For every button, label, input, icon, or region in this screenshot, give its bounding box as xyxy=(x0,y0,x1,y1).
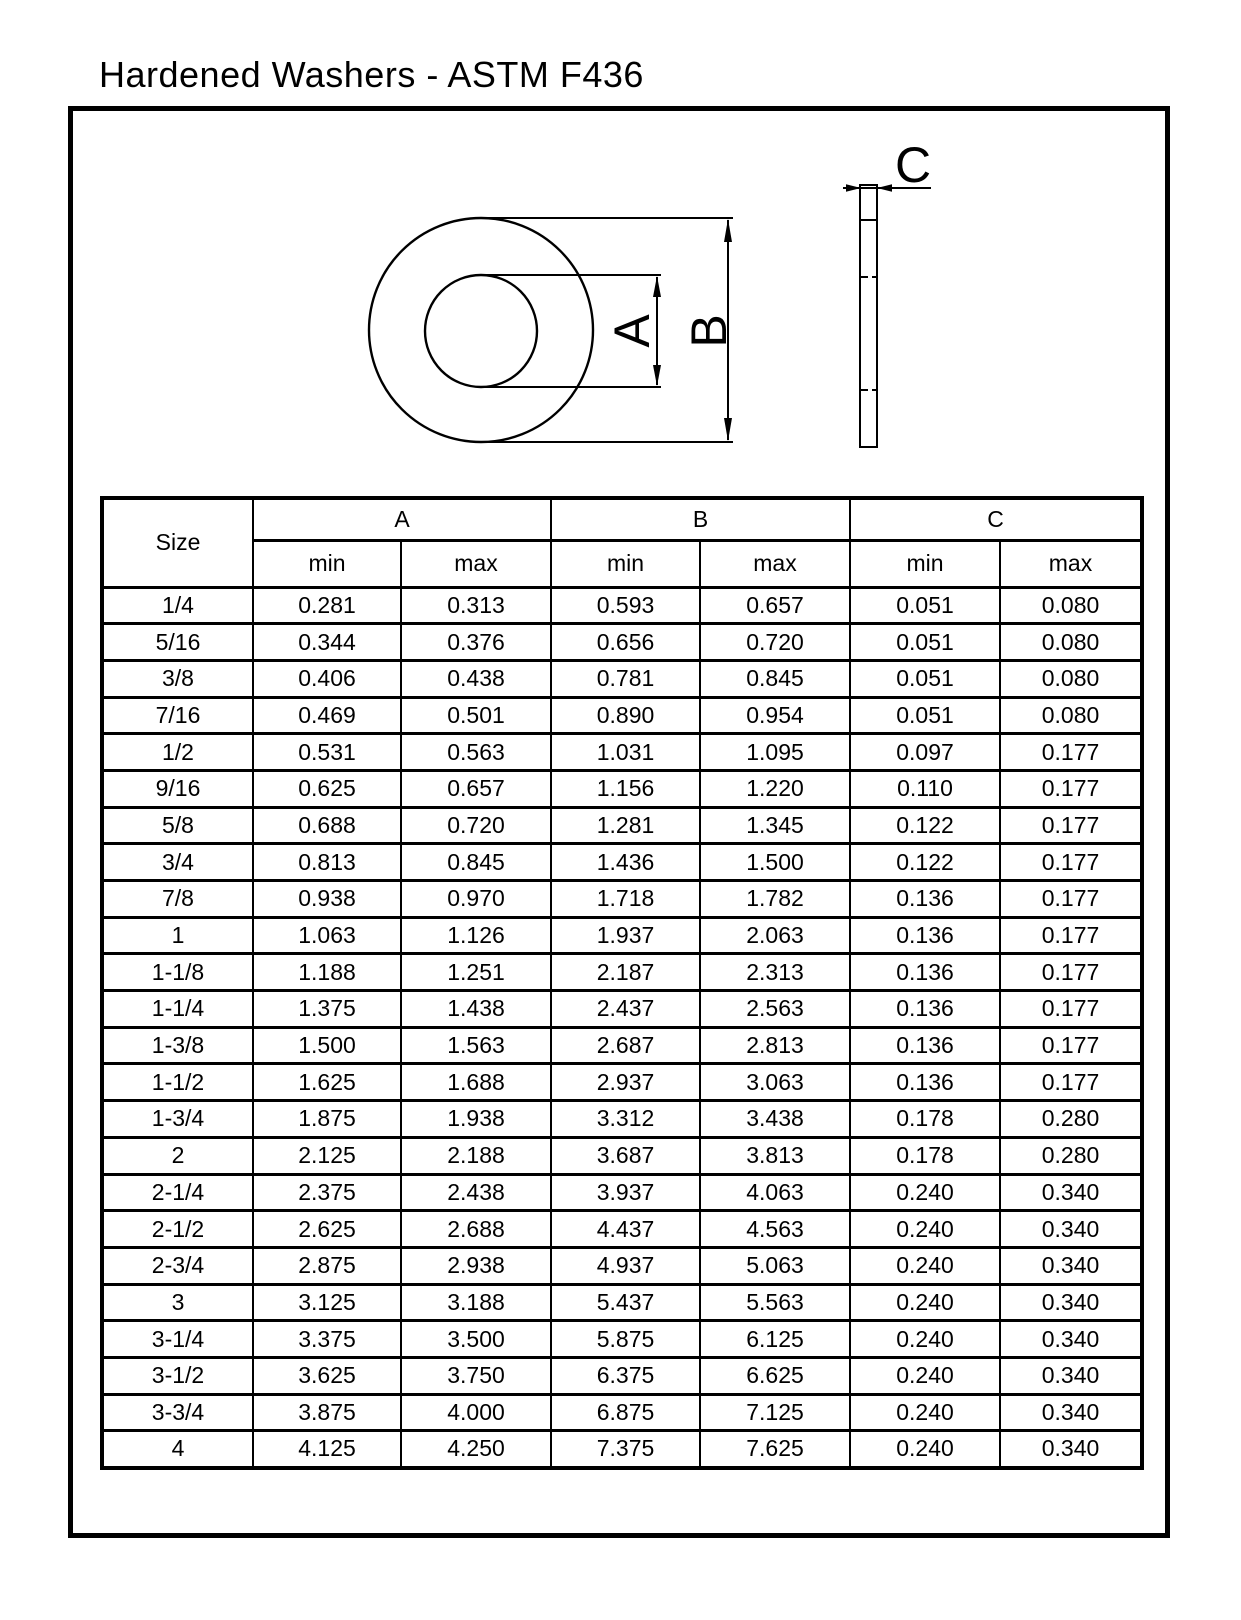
cell-c-min: 0.051 xyxy=(850,697,1000,734)
table-row xyxy=(102,1064,1142,1101)
cell-a-max: 2.438 xyxy=(401,1174,551,1211)
cell-b-max: 1.500 xyxy=(700,844,850,881)
cell-a-max: 0.376 xyxy=(401,624,551,661)
cell-a-min: 0.469 xyxy=(253,697,401,734)
column-group-header-b: B xyxy=(551,498,850,540)
cell-b-max: 5.063 xyxy=(700,1247,850,1284)
washer-outer-circle xyxy=(369,218,593,442)
dim-label-b: B xyxy=(681,314,737,348)
cell-size: 3-1/2 xyxy=(102,1357,253,1394)
cell-c-min: 0.136 xyxy=(850,881,1000,918)
cell-b-min: 1.031 xyxy=(551,734,700,771)
cell-b-max: 3.063 xyxy=(700,1064,850,1101)
cell-a-max: 1.126 xyxy=(401,917,551,954)
washer-side-view xyxy=(843,137,931,447)
table-header xyxy=(102,498,1142,587)
cell-a-max: 0.970 xyxy=(401,881,551,918)
table-row xyxy=(102,697,1142,734)
cell-c-max: 0.280 xyxy=(1000,1137,1142,1174)
dim-b-arrow-down-icon xyxy=(724,418,732,441)
table-row xyxy=(102,1174,1142,1211)
cell-a-max: 3.500 xyxy=(401,1321,551,1358)
cell-b-max: 7.125 xyxy=(700,1394,850,1431)
cell-a-max: 3.750 xyxy=(401,1357,551,1394)
table-row xyxy=(102,1137,1142,1174)
cell-b-min: 0.656 xyxy=(551,624,700,661)
cell-a-max: 0.657 xyxy=(401,770,551,807)
cell-b-max: 3.438 xyxy=(700,1101,850,1138)
cell-b-max: 6.625 xyxy=(700,1357,850,1394)
cell-a-max: 0.438 xyxy=(401,660,551,697)
cell-size: 4 xyxy=(102,1431,253,1468)
dim-a-arrow-up-icon xyxy=(653,276,661,297)
cell-c-max: 0.080 xyxy=(1000,587,1142,624)
table-row xyxy=(102,917,1142,954)
cell-b-min: 0.593 xyxy=(551,587,700,624)
washer-technical-drawing xyxy=(330,130,950,460)
cell-size: 7/8 xyxy=(102,881,253,918)
table-row xyxy=(102,991,1142,1028)
cell-a-min: 0.281 xyxy=(253,587,401,624)
cell-b-min: 5.437 xyxy=(551,1284,700,1321)
dim-c-arrow-right-icon xyxy=(877,184,892,192)
cell-b-min: 0.890 xyxy=(551,697,700,734)
cell-c-max: 0.177 xyxy=(1000,881,1142,918)
cell-a-min: 3.875 xyxy=(253,1394,401,1431)
cell-b-max: 2.063 xyxy=(700,917,850,954)
cell-size: 7/16 xyxy=(102,697,253,734)
cell-c-min: 0.122 xyxy=(850,844,1000,881)
cell-a-max: 0.563 xyxy=(401,734,551,771)
cell-c-max: 0.177 xyxy=(1000,1027,1142,1064)
cell-c-min: 0.240 xyxy=(850,1321,1000,1358)
cell-b-min: 3.312 xyxy=(551,1101,700,1138)
cell-c-min: 0.136 xyxy=(850,917,1000,954)
cell-a-max: 4.000 xyxy=(401,1394,551,1431)
cell-size: 2-1/2 xyxy=(102,1211,253,1248)
cell-c-min: 0.136 xyxy=(850,991,1000,1028)
cell-b-min: 1.937 xyxy=(551,917,700,954)
cell-size: 3-1/4 xyxy=(102,1321,253,1358)
cell-b-max: 1.095 xyxy=(700,734,850,771)
cell-c-max: 0.177 xyxy=(1000,1064,1142,1101)
table-row xyxy=(102,770,1142,807)
table-row xyxy=(102,1027,1142,1064)
cell-b-min: 5.875 xyxy=(551,1321,700,1358)
cell-a-max: 2.188 xyxy=(401,1137,551,1174)
column-header-c-max: max xyxy=(1000,540,1142,587)
table-row xyxy=(102,1394,1142,1431)
table-row xyxy=(102,807,1142,844)
cell-a-max: 0.845 xyxy=(401,844,551,881)
cell-c-max: 0.340 xyxy=(1000,1357,1142,1394)
cell-b-max: 7.625 xyxy=(700,1431,850,1468)
cell-b-min: 1.436 xyxy=(551,844,700,881)
cell-b-max: 4.563 xyxy=(700,1211,850,1248)
cell-c-max: 0.080 xyxy=(1000,624,1142,661)
cell-c-max: 0.080 xyxy=(1000,660,1142,697)
cell-size: 2-3/4 xyxy=(102,1247,253,1284)
dim-b-arrow-up-icon xyxy=(724,219,732,242)
cell-size: 3-3/4 xyxy=(102,1394,253,1431)
cell-a-min: 3.125 xyxy=(253,1284,401,1321)
cell-size: 3/8 xyxy=(102,660,253,697)
cell-b-max: 1.345 xyxy=(700,807,850,844)
cell-a-min: 0.813 xyxy=(253,844,401,881)
cell-a-min: 1.625 xyxy=(253,1064,401,1101)
table-row xyxy=(102,660,1142,697)
cell-b-max: 5.563 xyxy=(700,1284,850,1321)
cell-a-min: 1.188 xyxy=(253,954,401,991)
cell-a-max: 1.251 xyxy=(401,954,551,991)
table-row xyxy=(102,954,1142,991)
cell-a-max: 4.250 xyxy=(401,1431,551,1468)
cell-c-min: 0.136 xyxy=(850,1064,1000,1101)
column-header-size: Size xyxy=(102,498,253,587)
cell-c-min: 0.240 xyxy=(850,1431,1000,1468)
table-row xyxy=(102,734,1142,771)
cell-c-max: 0.177 xyxy=(1000,991,1142,1028)
cell-b-max: 0.954 xyxy=(700,697,850,734)
cell-c-min: 0.178 xyxy=(850,1101,1000,1138)
cell-size: 1-1/2 xyxy=(102,1064,253,1101)
washer-side-profile-rect xyxy=(860,185,877,447)
cell-b-min: 7.375 xyxy=(551,1431,700,1468)
column-group-header-a: A xyxy=(253,498,551,540)
cell-a-max: 2.688 xyxy=(401,1211,551,1248)
cell-c-max: 0.280 xyxy=(1000,1101,1142,1138)
cell-size: 1-1/4 xyxy=(102,991,253,1028)
cell-c-min: 0.051 xyxy=(850,587,1000,624)
cell-c-max: 0.177 xyxy=(1000,770,1142,807)
cell-b-max: 2.563 xyxy=(700,991,850,1028)
cell-c-max: 0.177 xyxy=(1000,734,1142,771)
cell-c-max: 0.080 xyxy=(1000,697,1142,734)
cell-b-max: 0.845 xyxy=(700,660,850,697)
cell-b-min: 2.687 xyxy=(551,1027,700,1064)
table-row xyxy=(102,587,1142,624)
cell-b-min: 3.687 xyxy=(551,1137,700,1174)
cell-a-min: 1.063 xyxy=(253,917,401,954)
cell-a-min: 3.625 xyxy=(253,1357,401,1394)
cell-size: 5/16 xyxy=(102,624,253,661)
cell-a-max: 2.938 xyxy=(401,1247,551,1284)
cell-size: 9/16 xyxy=(102,770,253,807)
table-row xyxy=(102,1247,1142,1284)
cell-c-min: 0.240 xyxy=(850,1247,1000,1284)
cell-b-min: 2.187 xyxy=(551,954,700,991)
cell-a-max: 0.720 xyxy=(401,807,551,844)
cell-c-min: 0.097 xyxy=(850,734,1000,771)
column-group-header-c: C xyxy=(850,498,1142,540)
cell-c-min: 0.240 xyxy=(850,1357,1000,1394)
cell-a-min: 1.500 xyxy=(253,1027,401,1064)
cell-size: 1-1/8 xyxy=(102,954,253,991)
cell-a-min: 1.375 xyxy=(253,991,401,1028)
cell-a-max: 1.688 xyxy=(401,1064,551,1101)
cell-b-min: 6.875 xyxy=(551,1394,700,1431)
cell-b-max: 2.313 xyxy=(700,954,850,991)
cell-a-max: 1.563 xyxy=(401,1027,551,1064)
cell-c-max: 0.177 xyxy=(1000,917,1142,954)
cell-a-min: 2.125 xyxy=(253,1137,401,1174)
cell-c-max: 0.340 xyxy=(1000,1284,1142,1321)
cell-a-min: 2.625 xyxy=(253,1211,401,1248)
table-row xyxy=(102,624,1142,661)
cell-c-min: 0.178 xyxy=(850,1137,1000,1174)
cell-b-min: 1.718 xyxy=(551,881,700,918)
cell-b-min: 4.937 xyxy=(551,1247,700,1284)
cell-a-min: 0.344 xyxy=(253,624,401,661)
washer-front-view xyxy=(369,218,737,442)
dim-label-c: C xyxy=(894,137,932,193)
cell-c-max: 0.177 xyxy=(1000,954,1142,991)
dim-c-arrow-left-icon xyxy=(846,184,861,192)
page-title: Hardened Washers - ASTM F436 xyxy=(99,54,644,95)
cell-size: 1-3/8 xyxy=(102,1027,253,1064)
cell-c-max: 0.340 xyxy=(1000,1394,1142,1431)
table-row xyxy=(102,1284,1142,1321)
cell-b-max: 1.782 xyxy=(700,881,850,918)
cell-c-max: 0.340 xyxy=(1000,1321,1142,1358)
dim-label-a: A xyxy=(604,314,660,348)
cell-a-min: 1.875 xyxy=(253,1101,401,1138)
cell-a-max: 1.938 xyxy=(401,1101,551,1138)
column-header-a-min: min xyxy=(253,540,401,587)
cell-a-min: 2.875 xyxy=(253,1247,401,1284)
cell-c-max: 0.177 xyxy=(1000,807,1142,844)
cell-c-min: 0.051 xyxy=(850,660,1000,697)
washer-inner-hole-circle xyxy=(425,275,537,387)
cell-size: 3/4 xyxy=(102,844,253,881)
column-header-c-min: min xyxy=(850,540,1000,587)
cell-c-min: 0.122 xyxy=(850,807,1000,844)
cell-b-max: 2.813 xyxy=(700,1027,850,1064)
table-row xyxy=(102,1101,1142,1138)
table-row xyxy=(102,1321,1142,1358)
cell-c-min: 0.136 xyxy=(850,954,1000,991)
cell-a-max: 0.501 xyxy=(401,697,551,734)
cell-c-min: 0.240 xyxy=(850,1174,1000,1211)
cell-b-max: 4.063 xyxy=(700,1174,850,1211)
cell-size: 1 xyxy=(102,917,253,954)
cell-c-min: 0.240 xyxy=(850,1211,1000,1248)
cell-b-min: 4.437 xyxy=(551,1211,700,1248)
cell-c-min: 0.051 xyxy=(850,624,1000,661)
cell-a-min: 0.406 xyxy=(253,660,401,697)
table-row xyxy=(102,1357,1142,1394)
cell-a-min: 4.125 xyxy=(253,1431,401,1468)
cell-b-min: 6.375 xyxy=(551,1357,700,1394)
cell-b-max: 0.657 xyxy=(700,587,850,624)
cell-c-min: 0.110 xyxy=(850,770,1000,807)
cell-b-min: 1.281 xyxy=(551,807,700,844)
dim-a-arrow-down-icon xyxy=(653,365,661,386)
cell-b-min: 3.937 xyxy=(551,1174,700,1211)
table-row xyxy=(102,881,1142,918)
cell-b-max: 0.720 xyxy=(700,624,850,661)
cell-a-min: 0.688 xyxy=(253,807,401,844)
cell-size: 3 xyxy=(102,1284,253,1321)
cell-b-min: 1.156 xyxy=(551,770,700,807)
cell-c-max: 0.340 xyxy=(1000,1431,1142,1468)
column-header-b-min: min xyxy=(551,540,700,587)
cell-c-min: 0.240 xyxy=(850,1284,1000,1321)
cell-a-min: 0.531 xyxy=(253,734,401,771)
table-row xyxy=(102,1431,1142,1468)
cell-a-min: 0.625 xyxy=(253,770,401,807)
cell-b-min: 0.781 xyxy=(551,660,700,697)
cell-a-max: 1.438 xyxy=(401,991,551,1028)
cell-size: 2 xyxy=(102,1137,253,1174)
column-header-b-max: max xyxy=(700,540,850,587)
cell-c-min: 0.240 xyxy=(850,1394,1000,1431)
cell-size: 1/2 xyxy=(102,734,253,771)
table-body xyxy=(102,587,1142,1468)
cell-b-max: 1.220 xyxy=(700,770,850,807)
cell-b-min: 2.937 xyxy=(551,1064,700,1101)
cell-c-max: 0.340 xyxy=(1000,1211,1142,1248)
cell-b-max: 3.813 xyxy=(700,1137,850,1174)
cell-a-min: 2.375 xyxy=(253,1174,401,1211)
cell-size: 2-1/4 xyxy=(102,1174,253,1211)
cell-c-max: 0.340 xyxy=(1000,1174,1142,1211)
cell-a-max: 0.313 xyxy=(401,587,551,624)
cell-size: 1-3/4 xyxy=(102,1101,253,1138)
column-header-a-max: max xyxy=(401,540,551,587)
cell-a-min: 0.938 xyxy=(253,881,401,918)
table-row xyxy=(102,844,1142,881)
cell-b-min: 2.437 xyxy=(551,991,700,1028)
table-row xyxy=(102,1211,1142,1248)
cell-size: 1/4 xyxy=(102,587,253,624)
cell-b-max: 6.125 xyxy=(700,1321,850,1358)
cell-a-max: 3.188 xyxy=(401,1284,551,1321)
cell-a-min: 3.375 xyxy=(253,1321,401,1358)
cell-size: 5/8 xyxy=(102,807,253,844)
washer-dimensions-table xyxy=(100,496,1144,1470)
cell-c-max: 0.177 xyxy=(1000,844,1142,881)
cell-c-max: 0.340 xyxy=(1000,1247,1142,1284)
cell-c-min: 0.136 xyxy=(850,1027,1000,1064)
